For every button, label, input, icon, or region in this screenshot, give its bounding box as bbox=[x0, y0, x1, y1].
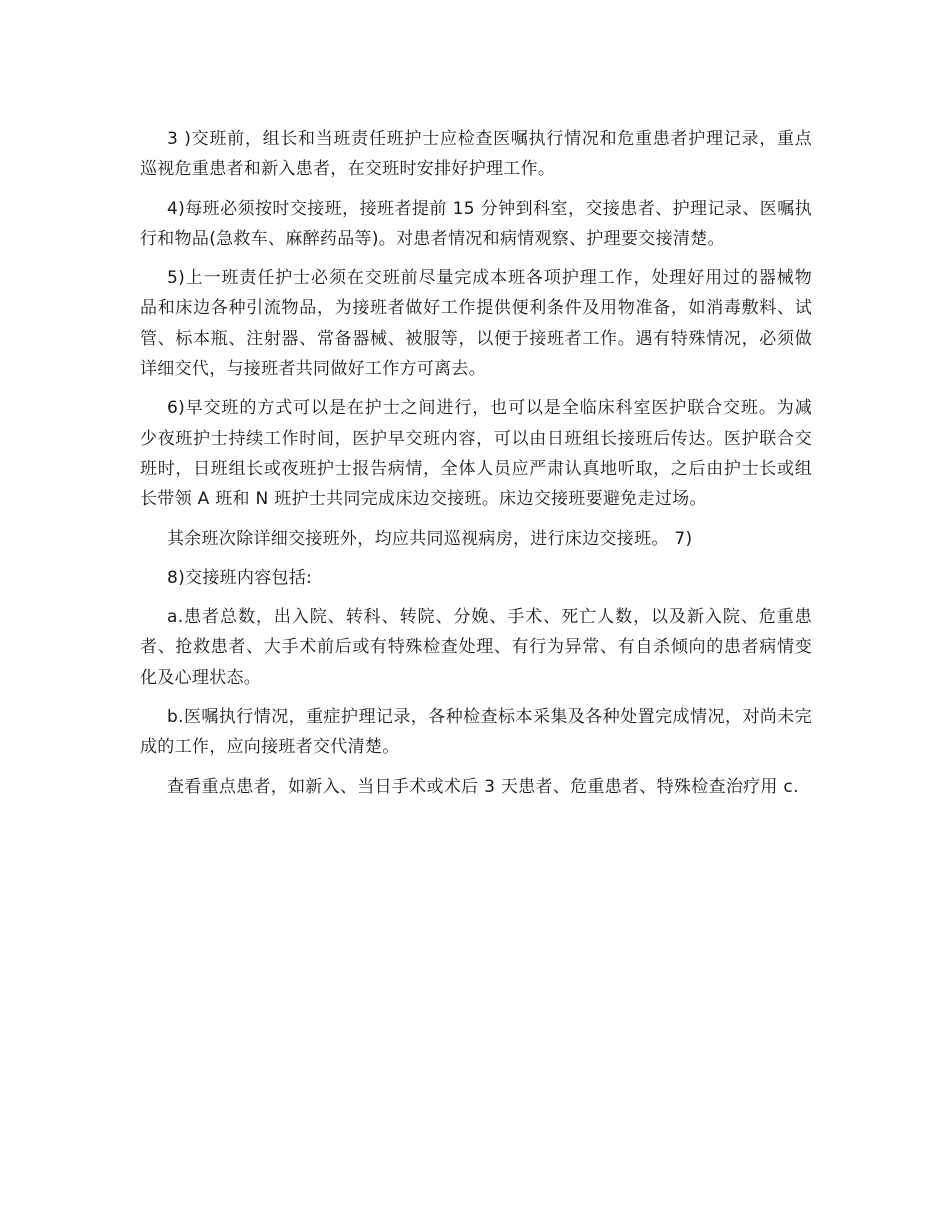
paragraph-key-patients: 查看重点患者，如新入、当日手术或术后 3 天患者、危重患者、特殊检查治疗用 c. bbox=[167, 776, 799, 797]
document-body bbox=[140, 124, 812, 811]
paragraph-8b: b.医嘱执行情况，重症护理记录，各种检查标本采集及各种处置完成情况，对尚未完成的工作，应向接班者交代清楚。 bbox=[140, 707, 812, 758]
paragraph-3: 3 )交班前，组长和当班责任班护士应检查医嘱执行情况和危重患者护理记录，重点巡视危重患者和新入患者，在交班时安排好护理工作。 bbox=[140, 129, 812, 180]
paragraph-5: 5)上一班责任护士必须在交班前尽量完成本班各项护理工作，处理好用过的器械物 品和床边各种引流物品，为接班者做好工作提供便利条件及用物准备，如消毒敷料、试 管、标本瓶、注射器、常备器械、被服等，以便于接班者工作。遇有特殊情况，必须做详细交代，与接班者共同做好工作方可离去。 bbox=[140, 268, 812, 380]
paragraph-6: 6)早交班的方式可以是在护士之间进行，也可以是全临床科室医护联合交班。为减 少夜班护士持续工作时间，医护早交班内容，可以由日班组长接班后传达。医护联合交班时，日班组长或夜班护士报告病情，全体人员应严肃认真地听取，之后由护士长或组长带领 A 班和 N 班护士共同完成床边交接班。床边交接班要避免走过场。 bbox=[140, 398, 812, 510]
paragraph-8: 8)交接班内容包括: bbox=[167, 567, 313, 588]
paragraph-8a: a.患者总数，出入院、转科、转院、分娩、手术、死亡人数，以及新入院、危重患 者、抢救患者、大手术前后或有特殊检查处理、有行为异常、有自杀倾向的患者病情变化及心理状态。 bbox=[140, 607, 812, 688]
paragraph-4: 4)每班必须按时交接班，接班者提前 15 分钟到科室，交接患者、护理记录、医嘱执 行和物品(急救车、麻醉药品等)。对患者情况和病情观察、护理要交接清楚。 bbox=[140, 198, 812, 249]
paragraph-other-shifts: 其余班次除详细交接班外，均应共同巡视病房，进行床边交接班。 7) bbox=[167, 528, 693, 549]
